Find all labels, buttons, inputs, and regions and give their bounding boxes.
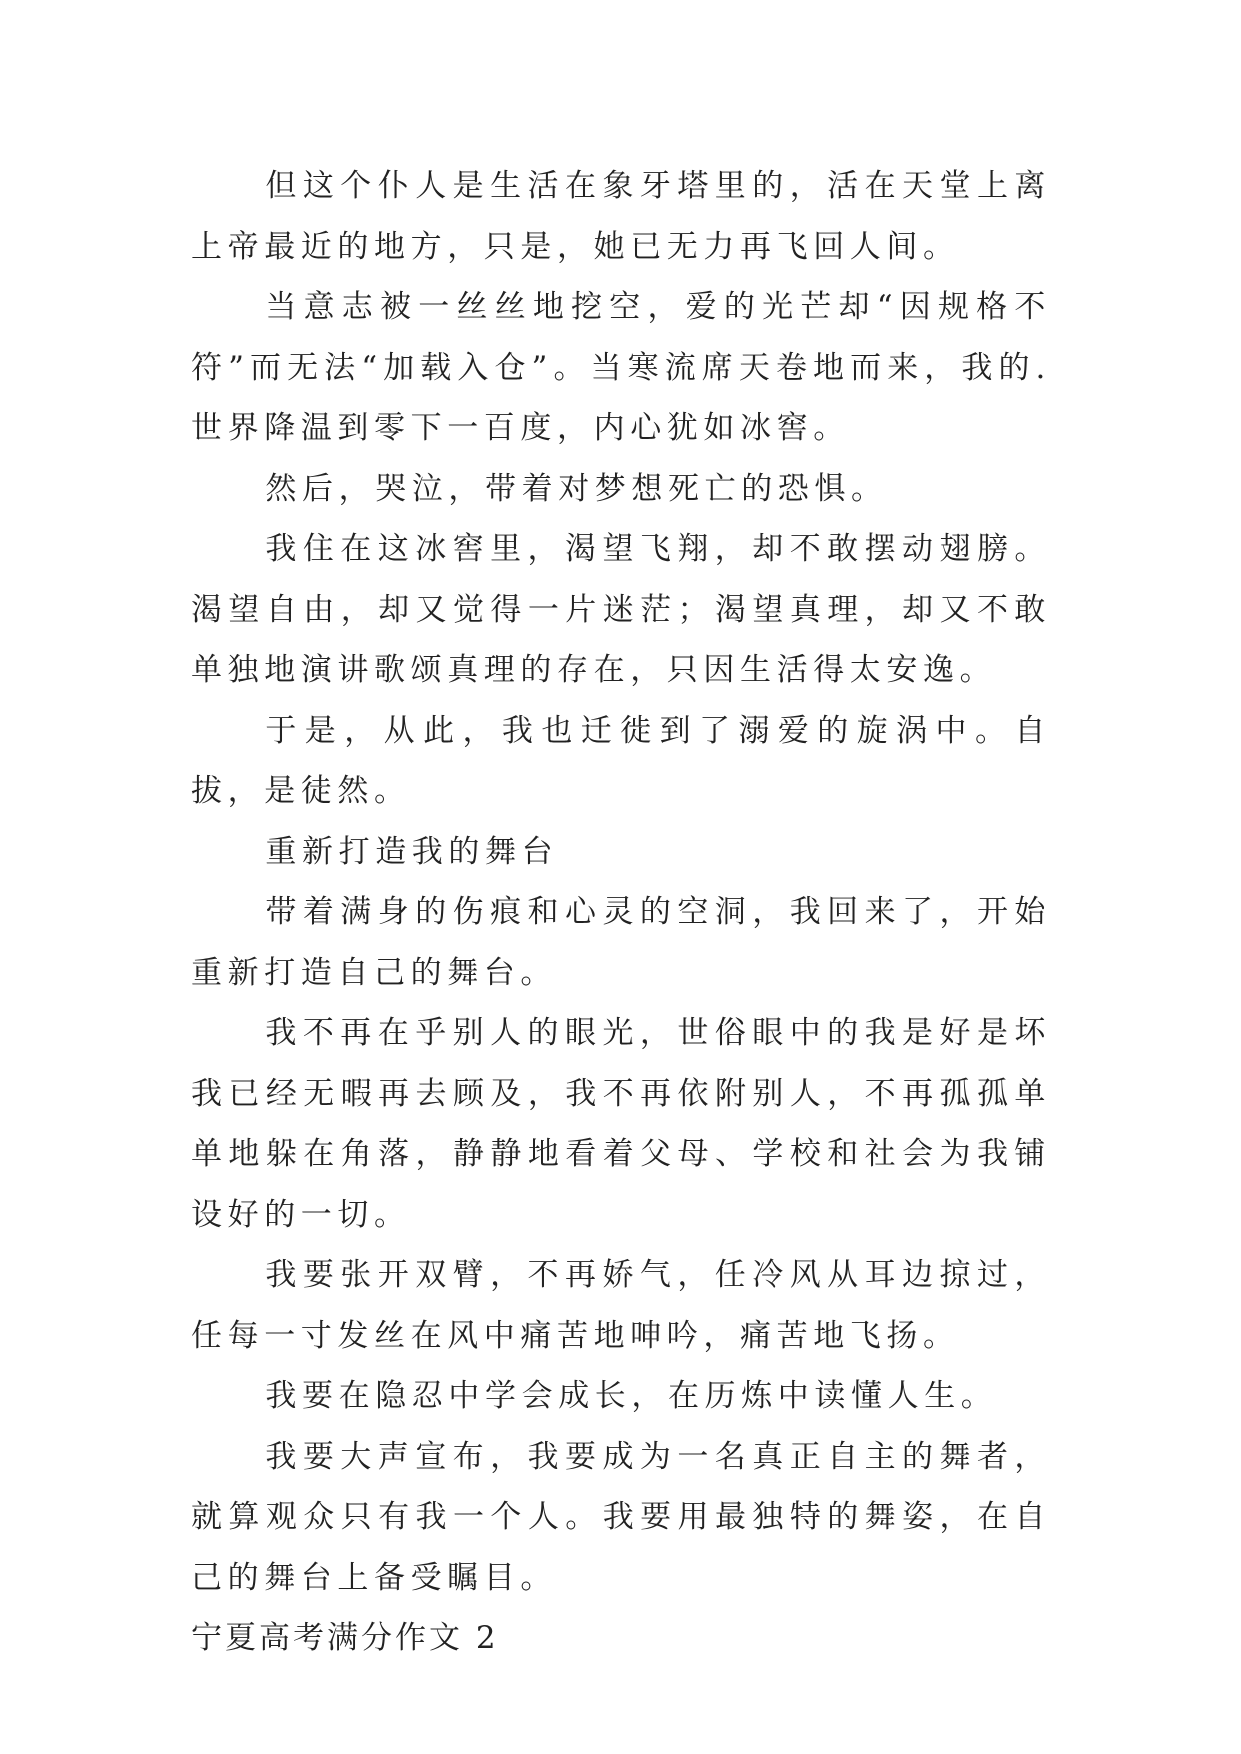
paragraph-7: 我不再在乎别人的眼光，世俗眼中的我是好是坏我已经无暇再去顾及，我不再依附别人，不再孤孤单单地躲在角落，静静地看着父母、学校和社会为我铺设好的一切。 <box>191 1015 1051 1233</box>
paragraph-2: 当意志被一丝丝地挖空，爱的光芒却“因规格不符”而无法“加载入仓”。当寒流席天卷地而来，我的.世界降温到零下一百度，内心犹如冰窖。 <box>191 289 1051 446</box>
document-body <box>191 156 1051 1669</box>
paragraph-6: 带着满身的伤痕和心灵的空洞，我回来了，开始重新打造自己的舞台。 <box>191 894 1051 991</box>
section-subheading: 重新打造我的舞台 <box>265 833 559 870</box>
paragraph-3: 然后，哭泣，带着对梦想死亡的恐惧。 <box>265 470 888 507</box>
paragraph-9: 我要在隐忍中学会成长，在历炼中读懂人生。 <box>265 1378 998 1414</box>
paragraph-5: 于是，从此，我也迁徙到了溺爱的旋涡中。自拔，是徒然。 <box>191 712 1051 809</box>
paragraph-8: 我要张开双臂，不再娇气，任冷风从耳边掠过，任每一寸发丝在风中痛苦地呻吟，痛苦地飞扬。 <box>191 1257 1051 1354</box>
next-essay-title: 宁夏高考满分作文 2 <box>191 1620 499 1656</box>
paragraph-10: 我要大声宣布，我要成为一名真正自主的舞者，就算观众只有我一个人。我要用最独特的舞姿，在自己的舞台上备受瞩目。 <box>191 1438 1051 1596</box>
paragraph-1: 但这个仆人是生活在象牙塔里的，活在天堂上离上帝最近的地方，只是，她已无力再飞回人间。 <box>191 168 1051 265</box>
paragraph-4: 我住在这冰窖里，渴望飞翔，却不敢摆动翅膀。渴望自由，却又觉得一片迷茫；渴望真理，却又不敢单独地演讲歌颂真理的存在，只因生活得太安逸。 <box>191 531 1051 688</box>
